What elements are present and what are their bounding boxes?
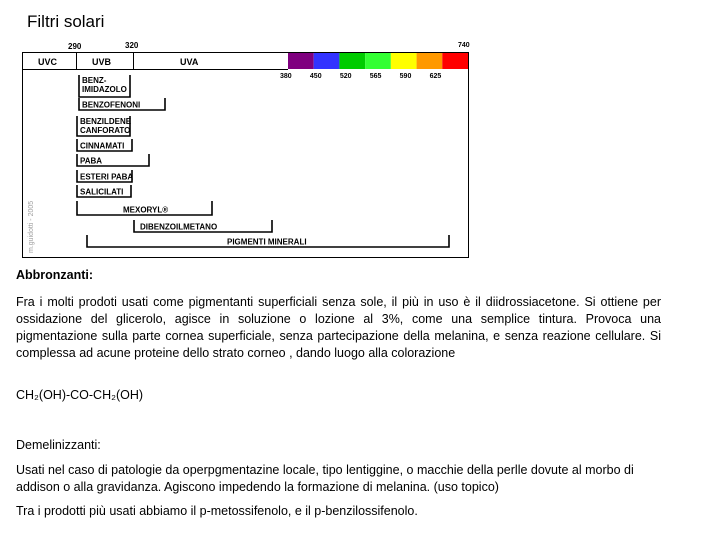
filter-label: BENZOFENONI [82,100,141,110]
section-heading-abbronzanti: Abbronzanti: [16,268,94,282]
filter-bar-8 [134,220,272,232]
filter-bar-3 [77,139,132,151]
spectrum-cell-3 [365,53,391,69]
wavelength-label-740: 740 [458,42,470,49]
spectrum-label-565: 565 [369,73,382,80]
spectrum-cell-5 [417,53,443,69]
filter-bar-0 [79,75,130,97]
spectrum-cell-1 [314,53,340,69]
spectrum-label-520: 520 [339,73,352,80]
filter-label: CINNAMATI [80,141,125,151]
filter-label: PABA [80,156,103,166]
author-watermark: m.guidotti - 2005 [28,200,35,253]
band-label-uvc: UVC [38,57,58,67]
filter-bar-5 [77,170,133,182]
filter-bar-2 [77,116,132,136]
filter-label-line2: CANFORATO [80,126,131,135]
spectrum-label-380: 380 [280,73,292,80]
filter-bar-9 [87,235,449,247]
spectrum-cell-6 [442,53,468,69]
spectrum-cell-4 [391,53,417,69]
band-label-uvb: UVB [92,57,112,67]
filter-label: BENZ- [82,76,107,85]
spectrum-cell-2 [339,53,365,69]
chemical-formula: CH₂(OH)-CO-CH₂(OH) [16,388,144,402]
filter-bar-7 [77,201,212,215]
section-heading-demelinizzanti: Demelinizzanti: [16,438,101,452]
filter-label-line2: IMIDAZOLO [82,85,127,94]
page-title: Filtri solari [27,12,105,31]
filter-bars [77,75,449,247]
filter-bar-4 [77,154,149,166]
paragraph-demelinizzanti: Usati nel caso di patologie da operpgmentazine locale, tipo lentiggine, o macchie della perlle dovute al morbo di addison o alla gravidanza. Agiscono impedendo la formazione di melanina. (uso topico) [16,463,634,494]
wavelength-label-320: 320 [125,41,139,50]
filter-label: BENZILDENE [80,117,132,126]
filter-bar-1 [79,98,165,110]
filter-label: PIGMENTI MINERALI [227,237,307,247]
filter-bar-6 [77,185,131,197]
filter-label: SALICILATI [80,187,124,197]
spectrum-label-625: 625 [429,73,442,80]
band-label-uva: UVA [180,57,199,67]
filter-label: MEXORYL® [123,205,169,215]
spectrum-label-450: 450 [309,73,322,80]
sunscreen-filter-figure [22,38,472,260]
paragraph-prodotti: Tra i prodotti più usati abbiamo il p-metossifenolo, e il p-benzilossifenolo. [16,504,418,518]
visible-spectrum-labels [280,73,441,80]
paragraph-abbronzanti: Fra i molti prodoti usati come pigmentanti superficiali senza sole, il più in uso è il diidrossiacetone. Si ottiene per ossidazione del glicerolo, agisce in soluzione o lozione al 3%, come una semplice tintura. Provoca una pigmentazione sulla parte cornea superficiale, senza partecipazione della melanina, e senza reazione cellulare. Si complessa ad acune proteine dello strato corneo , dando luogo alla colorazione [16,295,661,360]
spectrum-label-590: 590 [399,73,412,80]
filter-label: DIBENZOILMETANO [140,222,218,232]
visible-spectrum-strip [288,53,468,69]
spectrum-cell-0 [288,53,314,69]
wavelength-label-290: 290 [68,42,82,51]
filter-label: ESTERI PABA [80,172,134,182]
filter-chart-svg [22,38,472,260]
